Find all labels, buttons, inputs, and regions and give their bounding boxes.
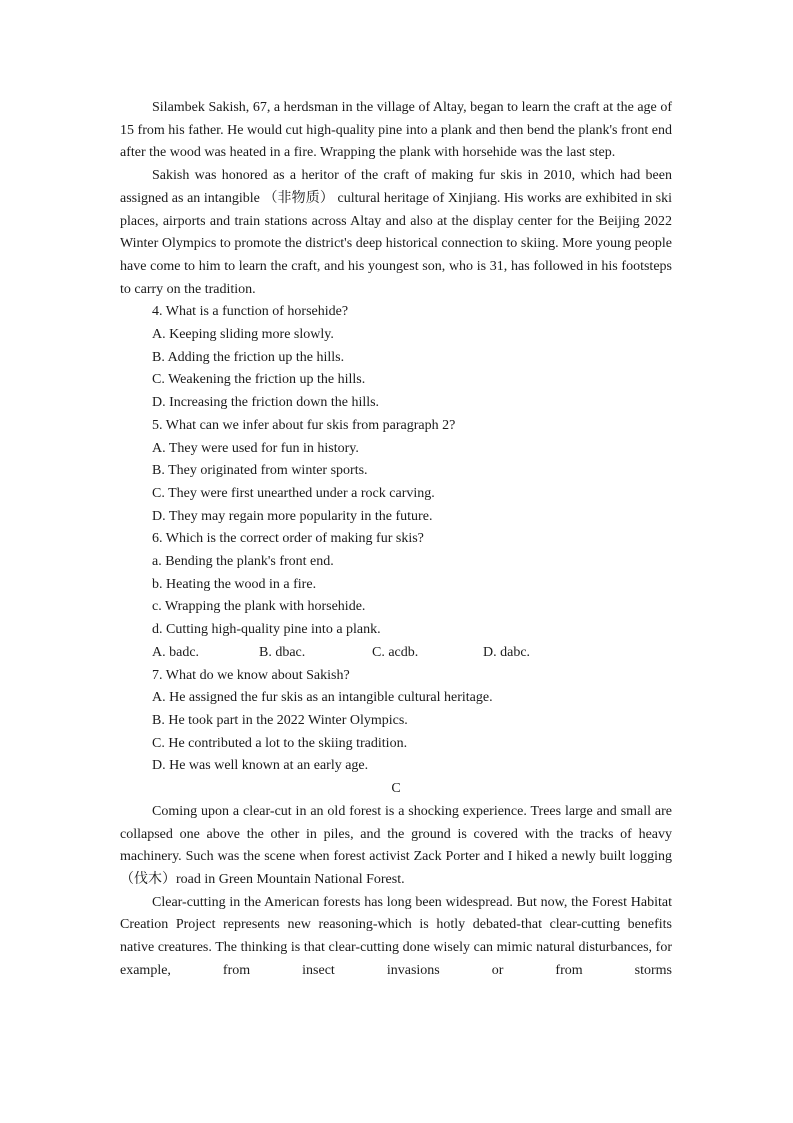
answer-option: C. acdb. xyxy=(372,644,419,660)
process-step: d. Cutting high-quality pine into a plank. xyxy=(152,622,381,638)
answer-option: A. Keeping sliding more slowly. xyxy=(152,327,334,343)
answer-option: B. He took part in the 2022 Winter Olympics. xyxy=(152,712,408,728)
answer-option: C. They were first unearthed under a rock carving. xyxy=(152,485,435,501)
answer-option: D. They may regain more popularity in the future. xyxy=(152,508,433,524)
passage-b-paragraph-1: Silambek Sakish, 67, a herdsman in the village of Altay, began to learn the craft at the age of 15 from his father. He would cut high-quality pine into a plank and then bend the plank's front end after the wood was heated in a fire. Wrapping the plank with horsehide was the last step. xyxy=(120,100,672,161)
question-5 xyxy=(120,415,672,529)
passage-c-paragraph-1: Coming upon a clear-cut in an old forest is a shocking experience. Trees large and small are collapsed one above the other in piles, and the ground is covered with the tracks of heavy machinery. Such was the scene when forest activist Zack Porter and I hiked a newly built logging （伐木）road in Green Mountain National Forest. xyxy=(120,803,672,887)
question-7 xyxy=(120,665,672,779)
question-stem: 5. What can we infer about fur skis from paragraph 2? xyxy=(152,417,456,433)
question-6 xyxy=(120,528,672,664)
question-stem: 4. What is a function of horsehide? xyxy=(152,304,349,320)
passage-b-paragraph-2: Sakish was honored as a heritor of the craft of making fur skis in 2010, which had been assigned as an intangible （非物质） cultural heritage of Xinjiang. His works are exhibited in ski places, airports and train stations across Altay and also at the display center for the Beijing 2022 Winter Olympics to promote the district's deep historical connection to skiing. More young people have come to him to learn the craft, and his youngest son, who is 31, has followed in his footsteps to carry on the tradition. xyxy=(120,168,672,297)
answer-option: C. He contributed a lot to the skiing tradition. xyxy=(152,735,408,751)
answer-option: B. Adding the friction up the hills. xyxy=(152,349,345,365)
inline-options-row xyxy=(120,642,672,665)
answer-option: B. They originated from winter sports. xyxy=(152,463,368,479)
question-stem: 7. What do we know about Sakish? xyxy=(152,667,350,683)
exam-page xyxy=(120,97,672,982)
answer-option: D. He was well known at an early age. xyxy=(152,758,369,774)
answer-option: D. Increasing the friction down the hills. xyxy=(152,395,380,411)
answer-option: C. Weakening the friction up the hills. xyxy=(152,372,366,388)
process-step: c. Wrapping the plank with horsehide. xyxy=(152,599,366,615)
answer-option: A. They were used for fun in history. xyxy=(152,440,359,456)
process-step: a. Bending the plank's front end. xyxy=(152,554,334,570)
question-4 xyxy=(120,301,672,415)
process-step: b. Heating the wood in a fire. xyxy=(152,576,317,592)
passage-c-paragraph-2: Clear-cutting in the American forests has long been widespread. But now, the Forest Habitat Creation Project represents new reasoning-which is hotly debated-that clear-cutting benefits native creatures. The thinking is that clear-cutting done wisely can mimic natural disturbances, for example, from insect invasions or from storms xyxy=(120,894,672,978)
answer-option: A. badc. xyxy=(152,644,200,660)
answer-option: D. dabc. xyxy=(483,644,531,660)
section-heading-c: C xyxy=(391,781,401,797)
question-stem: 6. Which is the correct order of making fur skis? xyxy=(152,531,424,547)
answer-option: A. He assigned the fur skis as an intangible cultural heritage. xyxy=(152,690,493,706)
answer-option: B. dbac. xyxy=(259,644,306,660)
